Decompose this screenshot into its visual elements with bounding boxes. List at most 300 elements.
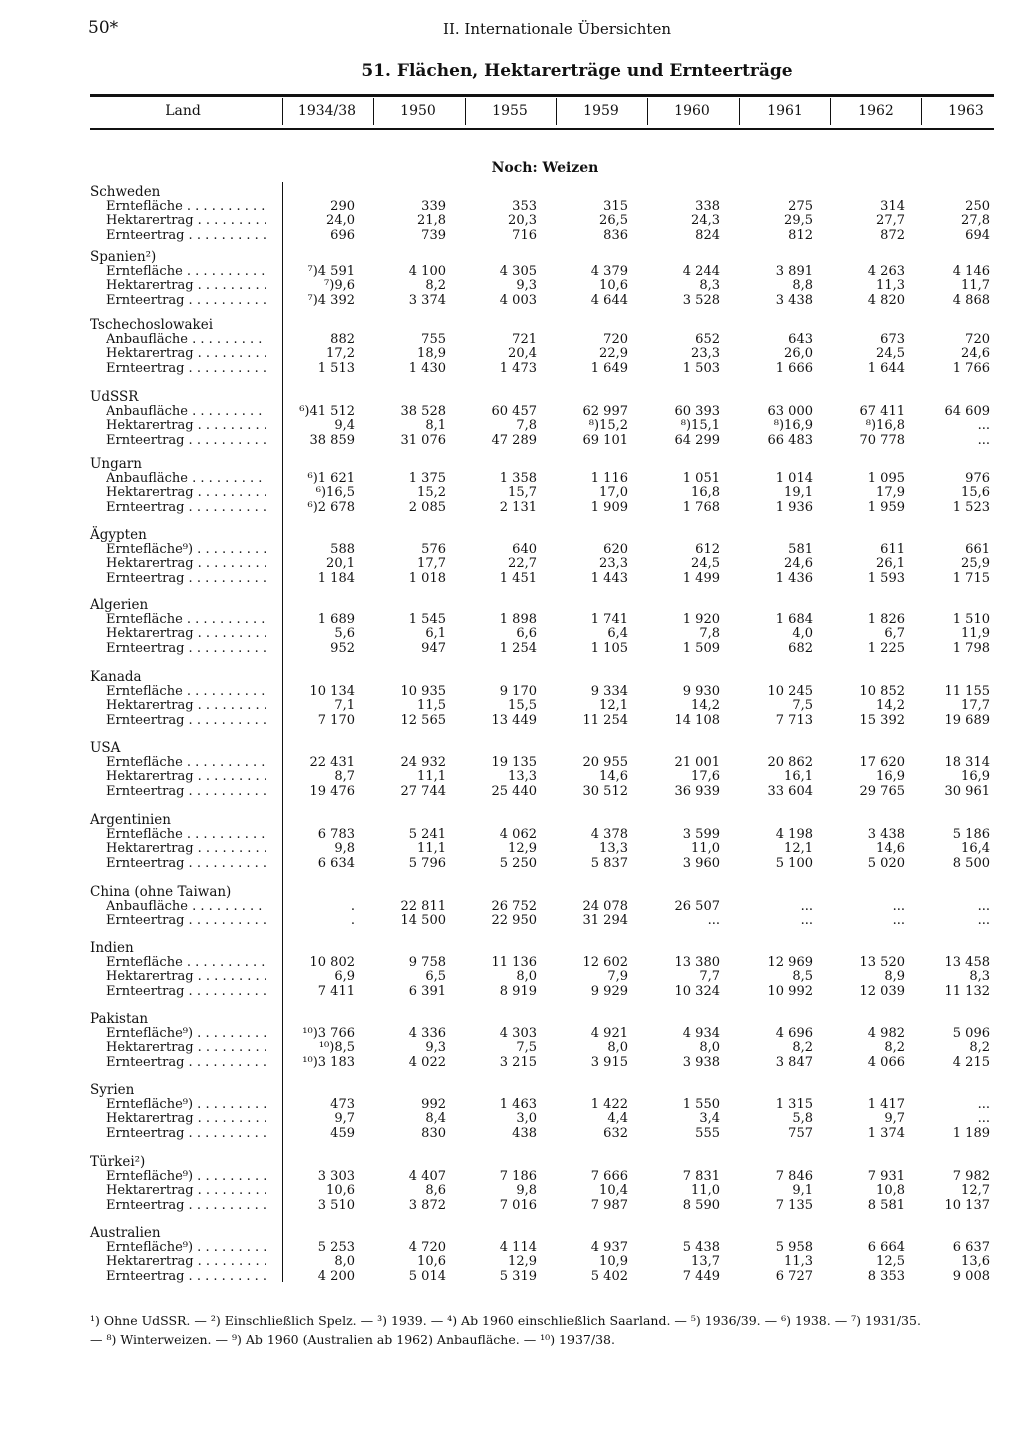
row-label: Ernteertrag . . . [106,985,266,999]
table-cell: 11,0 [691,841,720,856]
table-cell: 4 062 [499,826,537,842]
table-row [0,1041,1024,1055]
row-label: Hektarertrag . . . [106,842,266,856]
row-label: Ernteertrag . . . [106,434,266,448]
table-cell: 6 783 [317,826,355,842]
table-cell: 5 837 [590,855,628,871]
table-cell: 1 523 [952,499,990,515]
table-cell: 10,6 [599,278,628,293]
table-row [0,714,1024,728]
table-cell: 14,6 [876,841,905,856]
table-cell: 10 935 [400,683,446,699]
table-cell: ... [977,898,990,914]
table-cell: 1 095 [867,470,905,486]
table-cell: 17,7 [961,698,990,713]
row-label: Anbaufläche . . . [106,405,266,419]
table-cell: 3 891 [775,263,813,279]
table-cell: 12,1 [784,841,813,856]
row-label: Erntefläche⁹) . . . [106,1170,266,1184]
table-cell: 9 334 [590,683,628,699]
table-cell: 7 186 [499,1168,537,1184]
table-cell: 720 [603,331,628,347]
table-row [0,347,1024,361]
table-cell: 290 [330,198,355,214]
header-divider [373,98,374,125]
table-cell: 1 189 [952,1125,990,1141]
table-cell: 2 085 [408,499,446,515]
row-label: Erntefläche . . . [106,828,266,842]
table-cell: 11,1 [417,841,446,856]
table-row [0,828,1024,842]
table-cell: 3 438 [775,292,813,308]
table-cell: 1 374 [867,1125,905,1141]
table-cell: 696 [330,227,355,243]
table-cell: 16,9 [961,769,990,784]
table-cell: 23,3 [599,556,628,571]
table-cell: 5 402 [590,1268,628,1284]
table-cell: 7 982 [952,1168,990,1184]
table-cell: 611 [880,541,905,557]
country-name: China (ohne Taiwan) [90,884,232,900]
table-cell: 60 457 [491,403,537,419]
table-cell: 20,3 [508,213,537,228]
table-row [0,613,1024,627]
table-cell: 5 096 [952,1025,990,1041]
table-cell: 5 020 [867,855,905,871]
row-label: Hektarertrag . . . [106,419,266,433]
table-cell: ... [892,913,905,928]
table-cell: 6,6 [516,626,537,641]
table-cell: 1 503 [682,360,720,376]
table-cell: 339 [421,198,446,214]
table-cell: ⁸)15,2 [588,418,628,433]
table-row [0,685,1024,699]
table-cell: 6 637 [952,1239,990,1255]
table-cell: ... [800,898,813,914]
country-name: Syrien [90,1082,135,1098]
row-label: Hektarertrag . . . [106,1184,266,1198]
table-cell: 7,1 [334,698,355,713]
table-row [0,229,1024,243]
top-rule [90,94,994,97]
table-cell: 14 108 [674,712,720,728]
row-label: Hektarertrag . . . [106,557,266,571]
table-cell: 21,8 [417,213,446,228]
table-cell: 10 324 [674,983,720,999]
row-label: Ernteertrag . . . [106,572,266,586]
column-header: 1960 [674,103,710,119]
table-cell: 8,8 [792,278,813,293]
table-cell: 18,9 [417,346,446,361]
table-cell: 8,0 [607,1040,628,1055]
table-cell: 24,6 [961,346,990,361]
table-cell: 7,8 [699,626,720,641]
table-cell: 1 184 [317,570,355,586]
table-cell: 3 938 [682,1054,720,1070]
table-cell: ⁷)4 392 [307,292,355,308]
table-cell: 16,1 [784,769,813,784]
table-cell: 4 378 [590,826,628,842]
country-name: Argentinien [90,812,171,828]
table-cell: 4 696 [775,1025,813,1041]
table-cell: 4 114 [499,1239,537,1255]
row-label: Erntefläche⁹) . . . [106,1241,266,1255]
table-row [0,1241,1024,1255]
table-cell: 10 992 [767,983,813,999]
table-cell: 1 798 [952,640,990,656]
table-cell: 1 936 [775,499,813,515]
table-cell: 9,7 [884,1111,905,1126]
table-cell: 20,4 [508,346,537,361]
table-cell: 3 215 [499,1054,537,1070]
table-cell: 9 930 [682,683,720,699]
table-cell: 19,1 [784,485,813,500]
table-cell: 63 000 [767,403,813,419]
table-cell: 20 955 [582,754,628,770]
table-cell: ⁸)15,1 [680,418,720,433]
row-label: Anbaufläche . . . [106,333,266,347]
row-label: Ernteertrag . . . [106,294,266,308]
table-cell: 11 132 [944,983,990,999]
table-cell: 7,8 [516,418,537,433]
table-cell: 250 [965,198,990,214]
table-cell: 7 666 [590,1168,628,1184]
table-row [0,1098,1024,1112]
row-label: Hektarertrag . . . [106,486,266,500]
table-cell: 38 528 [400,403,446,419]
table-cell: ⁷)4 591 [307,263,355,279]
table-cell: 9,1 [792,1183,813,1198]
table-row [0,914,1024,928]
table-cell: 4 198 [775,826,813,842]
table-row [0,214,1024,228]
table-cell: 7 170 [317,712,355,728]
table-row [0,770,1024,784]
column-header: 1955 [492,103,528,119]
table-cell: 3 438 [867,826,905,842]
table-cell: 70 778 [859,432,905,448]
table-cell: 5 958 [775,1239,813,1255]
table-cell: 4 100 [408,263,446,279]
table-cell: 7 987 [590,1197,628,1213]
table-cell: 6 727 [775,1268,813,1284]
section-heading: II. Internationale Übersichten [443,20,671,38]
row-label: Ernteertrag . . . [106,501,266,515]
column-header: 1961 [767,103,803,119]
table-cell: 1 649 [590,360,628,376]
table-cell: 12,1 [599,698,628,713]
table-cell: 7 449 [682,1268,720,1284]
table-cell: ... [892,898,905,914]
table-cell: 3 872 [408,1197,446,1213]
table-cell: 11,0 [691,1183,720,1198]
table-cell: 1 315 [775,1096,813,1112]
table-cell: 755 [421,331,446,347]
table-cell: 1 666 [775,360,813,376]
country-name: Tschechoslowakei [90,317,214,333]
table-row [0,842,1024,856]
header-rule [90,128,994,130]
table-row [0,200,1024,214]
table-cell: 1 909 [590,499,628,515]
table-cell: 1 509 [682,640,720,656]
table-cell: 29,5 [784,213,813,228]
table-cell: 5 186 [952,826,990,842]
table-cell: 1 959 [867,499,905,515]
table-cell: 8,5 [792,969,813,984]
table-cell: 8,3 [699,278,720,293]
row-label: Ernteertrag . . . [106,362,266,376]
table-cell: 24,6 [784,556,813,571]
table-cell: 13 380 [674,954,720,970]
row-label: Ernteertrag . . . [106,714,266,728]
table-cell: 10 852 [859,683,905,699]
header-divider [647,98,648,125]
table-cell: 992 [421,1096,446,1112]
table-cell: 26,0 [784,346,813,361]
column-header: 1934/38 [297,103,357,119]
table-cell: 31 294 [582,913,628,928]
table-cell: 739 [421,227,446,243]
table-cell: 10,6 [417,1254,446,1269]
header-divider [830,98,831,125]
table-cell: 1 436 [775,570,813,586]
table-cell: 1 644 [867,360,905,376]
table-cell: 4 982 [867,1025,905,1041]
table-cell: 24,3 [691,213,720,228]
table-cell: 15,5 [508,698,537,713]
table-cell: 1 473 [499,360,537,376]
country-name: Kanada [90,669,142,685]
table-cell: 16,8 [691,485,720,500]
table-cell: 12 602 [582,954,628,970]
table-cell: 438 [512,1125,537,1141]
table-cell: 757 [788,1125,813,1141]
table-row [0,1199,1024,1213]
row-label: Erntefläche . . . [106,613,266,627]
table-row [0,434,1024,448]
table-cell: 4 215 [952,1054,990,1070]
table-cell: 5 250 [499,855,537,871]
table-cell: 24,5 [876,346,905,361]
header-divider [556,98,557,125]
table-cell: ... [977,432,990,448]
table-cell: 62 997 [582,403,628,419]
table-cell: 5 014 [408,1268,446,1284]
table-cell: 1 451 [499,570,537,586]
table-cell: 11,7 [961,278,990,293]
table-cell: 5 100 [775,855,813,871]
row-label: Hektarertrag . . . [106,970,266,984]
table-cell: 7,5 [516,1040,537,1055]
table-cell: 4 146 [952,263,990,279]
table-row [0,900,1024,914]
table-row [0,419,1024,433]
table-cell: 8,4 [425,1111,446,1126]
column-header: 1962 [858,103,894,119]
country-name: Ägypten [90,527,147,543]
table-cell: 6 634 [317,855,355,871]
table-cell: 8,6 [425,1183,446,1198]
table-cell: 24,5 [691,556,720,571]
table-cell: ... [800,913,813,928]
table-cell: 3,4 [699,1111,720,1126]
table-cell: ⁶)1 621 [307,470,355,486]
table-cell: ⁸)16,9 [773,418,813,433]
table-cell: ⁶)2 678 [307,499,355,515]
table-cell: ⁷)9,6 [324,278,355,293]
table-cell: 23,3 [691,346,720,361]
table-cell: 11,5 [417,698,446,713]
row-label: Hektarertrag . . . [106,279,266,293]
table-cell: 1 014 [775,470,813,486]
table-cell: 4 305 [499,263,537,279]
table-title: 51. Flächen, Hektarerträge und Ernteerträge [361,61,793,81]
table-cell: 20 862 [767,754,813,770]
row-label: Erntefläche . . . [106,200,266,214]
table-cell: 1 254 [499,640,537,656]
table-cell: 4 937 [590,1239,628,1255]
table-cell: 720 [965,331,990,347]
country-name: Australien [90,1225,161,1241]
table-cell: 30 512 [582,783,628,799]
table-cell: 16,9 [876,769,905,784]
table-cell: 8,2 [792,1040,813,1055]
table-row [0,627,1024,641]
table-row [0,642,1024,656]
table-cell: 6,4 [607,626,628,641]
table-cell: 7 016 [499,1197,537,1213]
table-cell: 7 713 [775,712,813,728]
table-cell: 9,7 [334,1111,355,1126]
table-cell: 12,7 [961,1183,990,1198]
table-cell: 652 [695,331,720,347]
table-cell: ¹⁰)3 766 [302,1025,355,1041]
table-cell: 459 [330,1125,355,1141]
row-label: Ernteertrag . . . [106,1199,266,1213]
table-cell: 3,0 [516,1111,537,1126]
row-label: Ernteertrag . . . [106,1056,266,1070]
table-row [0,501,1024,515]
table-cell: 19 135 [491,754,537,770]
table-cell: 4 720 [408,1239,446,1255]
table-cell: 315 [603,198,628,214]
header-divider [282,98,283,125]
table-cell: 4 934 [682,1025,720,1041]
table-cell: 66 483 [767,432,813,448]
table-cell: 17,2 [326,346,355,361]
table-cell: 26 507 [674,898,720,914]
table-cell: 20,1 [326,556,355,571]
table-cell: 18 314 [944,754,990,770]
table-cell: 4 336 [408,1025,446,1041]
table-cell: 6,1 [425,626,446,641]
table-cell: 1 225 [867,640,905,656]
table-cell: 16,4 [961,841,990,856]
table-cell: 22 950 [491,913,537,928]
table-cell: 632 [603,1125,628,1141]
table-cell: 4 303 [499,1025,537,1041]
table-cell: 353 [512,198,537,214]
table-cell: ¹⁰)8,5 [318,1040,355,1055]
table-cell: 11 136 [491,954,537,970]
table-cell: 4 921 [590,1025,628,1041]
table-cell: 6,9 [334,969,355,984]
table-cell: 25 440 [491,783,537,799]
table-cell: 6,7 [884,626,905,641]
table-cell: 21 001 [674,754,720,770]
table-cell: 3 960 [682,855,720,871]
table-cell: 1 545 [408,611,446,627]
table-cell: 4 066 [867,1054,905,1070]
table-cell: 694 [965,227,990,243]
table-cell: 13,6 [961,1254,990,1269]
table-cell: 8,0 [334,1254,355,1269]
table-cell: 9,3 [516,278,537,293]
table-cell: 31 076 [400,432,446,448]
table-cell: 581 [788,541,813,557]
table-cell: 9,8 [334,841,355,856]
table-cell: 5 241 [408,826,446,842]
table-cell: 19 689 [944,712,990,728]
table-cell: 576 [421,541,446,557]
table-cell: 12,5 [876,1254,905,1269]
table-row [0,294,1024,308]
table-cell: 4,4 [607,1111,628,1126]
table-cell: 27 744 [400,783,446,799]
footnote-line-1: ¹) Ohne UdSSR. — ²) Einschließlich Spelz. — ³) 1939. — ⁴) Ab 1960 einschließlich Saarland. — ⁵) 1936/39. — ⁶) 1938. — ⁷) 1931/35. [90,1313,921,1328]
table-cell: 1 920 [682,611,720,627]
table-cell: 10 134 [309,683,355,699]
table-cell: 9,4 [334,418,355,433]
table-cell: 8,7 [334,769,355,784]
table-cell: 27,8 [961,213,990,228]
table-cell: 1 826 [867,611,905,627]
table-cell: 1 443 [590,570,628,586]
row-label: Erntefläche⁹) . . . [106,543,266,557]
table-cell: 620 [603,541,628,557]
table-cell: 17,0 [599,485,628,500]
country-name: Ungarn [90,456,142,472]
table-cell: 12,9 [508,841,537,856]
header-divider [921,98,922,125]
table-cell: 13,3 [508,769,537,784]
table-cell: 4 868 [952,292,990,308]
table-cell: 1 430 [408,360,446,376]
table-cell: 13 458 [944,954,990,970]
table-cell: 1 684 [775,611,813,627]
table-row [0,1056,1024,1070]
table-cell: 947 [421,640,446,656]
table-cell: 4 379 [590,263,628,279]
row-label: Ernteertrag . . . [106,785,266,799]
table-row [0,985,1024,999]
table-cell: 13 520 [859,954,905,970]
table-cell: 5,6 [334,626,355,641]
table-cell: 8,9 [884,969,905,984]
table-cell: 824 [695,227,720,243]
table-cell: 830 [421,1125,446,1141]
table-cell: 3 599 [682,826,720,842]
table-cell: 25,9 [961,556,990,571]
table-cell: 8,0 [516,969,537,984]
table-cell: 8,2 [425,278,446,293]
table-cell: 5 438 [682,1239,720,1255]
table-cell: 22 811 [400,898,446,914]
table-cell: 555 [695,1125,720,1141]
table-cell: 1 375 [408,470,446,486]
table-row [0,362,1024,376]
